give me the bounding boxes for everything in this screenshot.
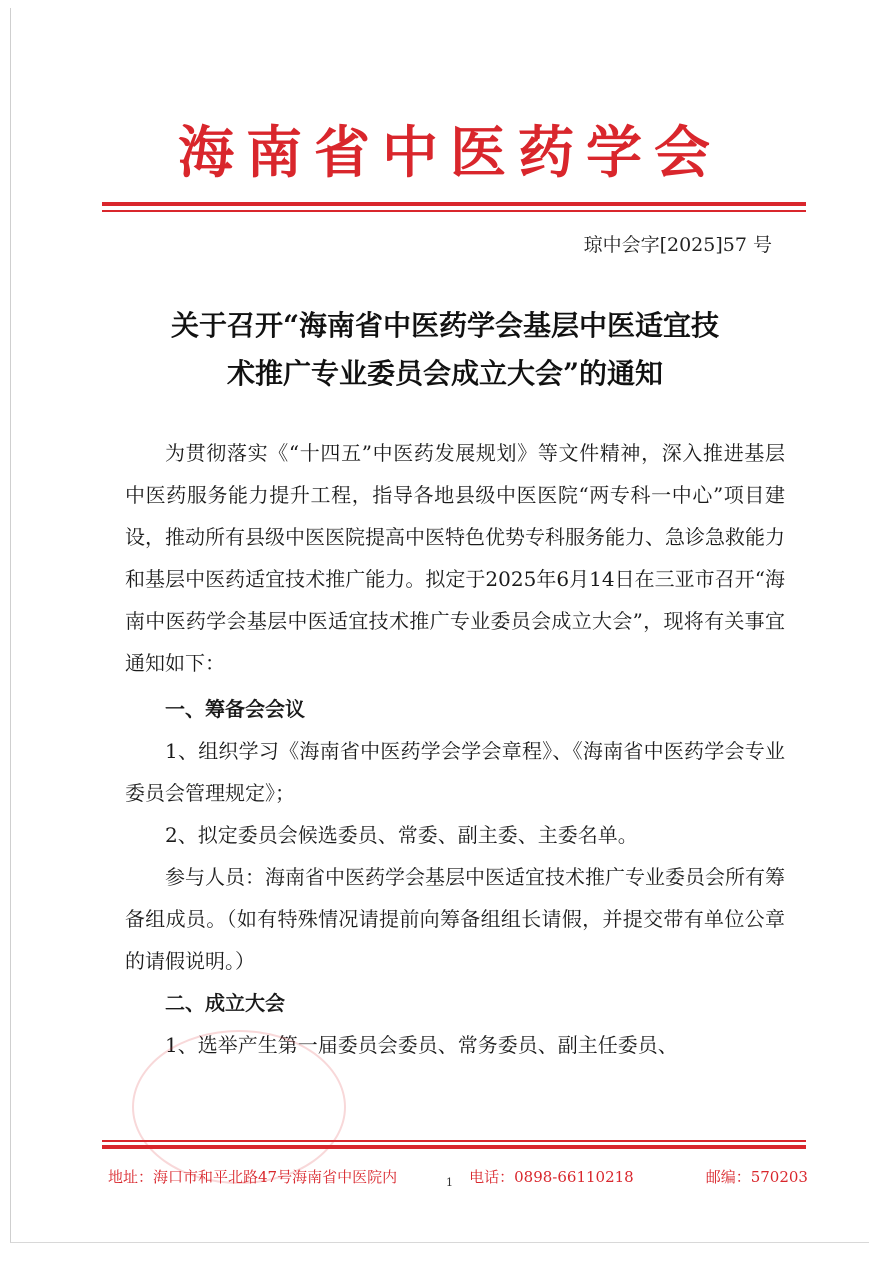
footer-postcode: 邮编：570203 [705,1168,808,1186]
intro-paragraph: 为贯彻落实《“十四五”中医药发展规划》等文件精神，深入推进基层中医药服务能力提升工程，指导各地县级中医医院“两专科一中心”项目建设，推动所有县级中医医院提高中医特色优势专科服务能力、急诊急救能力和基层中医药适宜技术推广能力。拟定于2025年6月14日在三亚市召开“海南中医药学会基层中医适宜技术推广专业委员会成立大会”，现将有关事宜通知如下： [125,441,785,675]
section-1-item-1: 1、组织学习《海南省中医药学会学会章程》、《海南省中医药学会专业委员会管理规定》； [125,739,785,805]
document-number: 琼中会字[2025]57 号 [583,234,772,256]
section-1-heading: 一、筹备会会议 [165,697,305,721]
page-number: 1 [446,1176,453,1189]
notice-title-line-2: 术推广专业委员会成立大会”的通知 [226,357,664,390]
footer-rule-thick [102,1145,806,1149]
section-1-item-2: 2、拟定委员会候选委员、常委、副主委、主委名单。 [165,823,638,847]
notice-title-line-1: 关于召开“海南省中医药学会基层中医适宜技 [170,309,720,342]
section-1-participants: 参与人员：海南省中医药学会基层中医适宜技术推广专业委员会所有筹备组成员。（如有特殊情况请提前向筹备组组长请假，并提交带有单位公章的请假说明。） [125,865,785,973]
letterhead-org-name: 海南省中医药学会 [178,120,722,186]
footer-address: 地址：海口市和平北路47号海南省中医院内 [108,1168,398,1186]
letterhead-rule-thin [102,210,806,212]
section-2-item-1: 1、选举产生第一届委员会委员、常务委员、副主任委员、 [165,1033,678,1057]
section-2-heading: 二、成立大会 [165,991,285,1015]
letterhead-rule-top [102,202,806,206]
notice-title [100,302,790,398]
footer-rule-thin [102,1140,806,1142]
footer-phone: 电话：0898-66110218 [469,1168,634,1186]
letterhead-footer [108,1166,808,1188]
notice-body [125,432,785,1066]
